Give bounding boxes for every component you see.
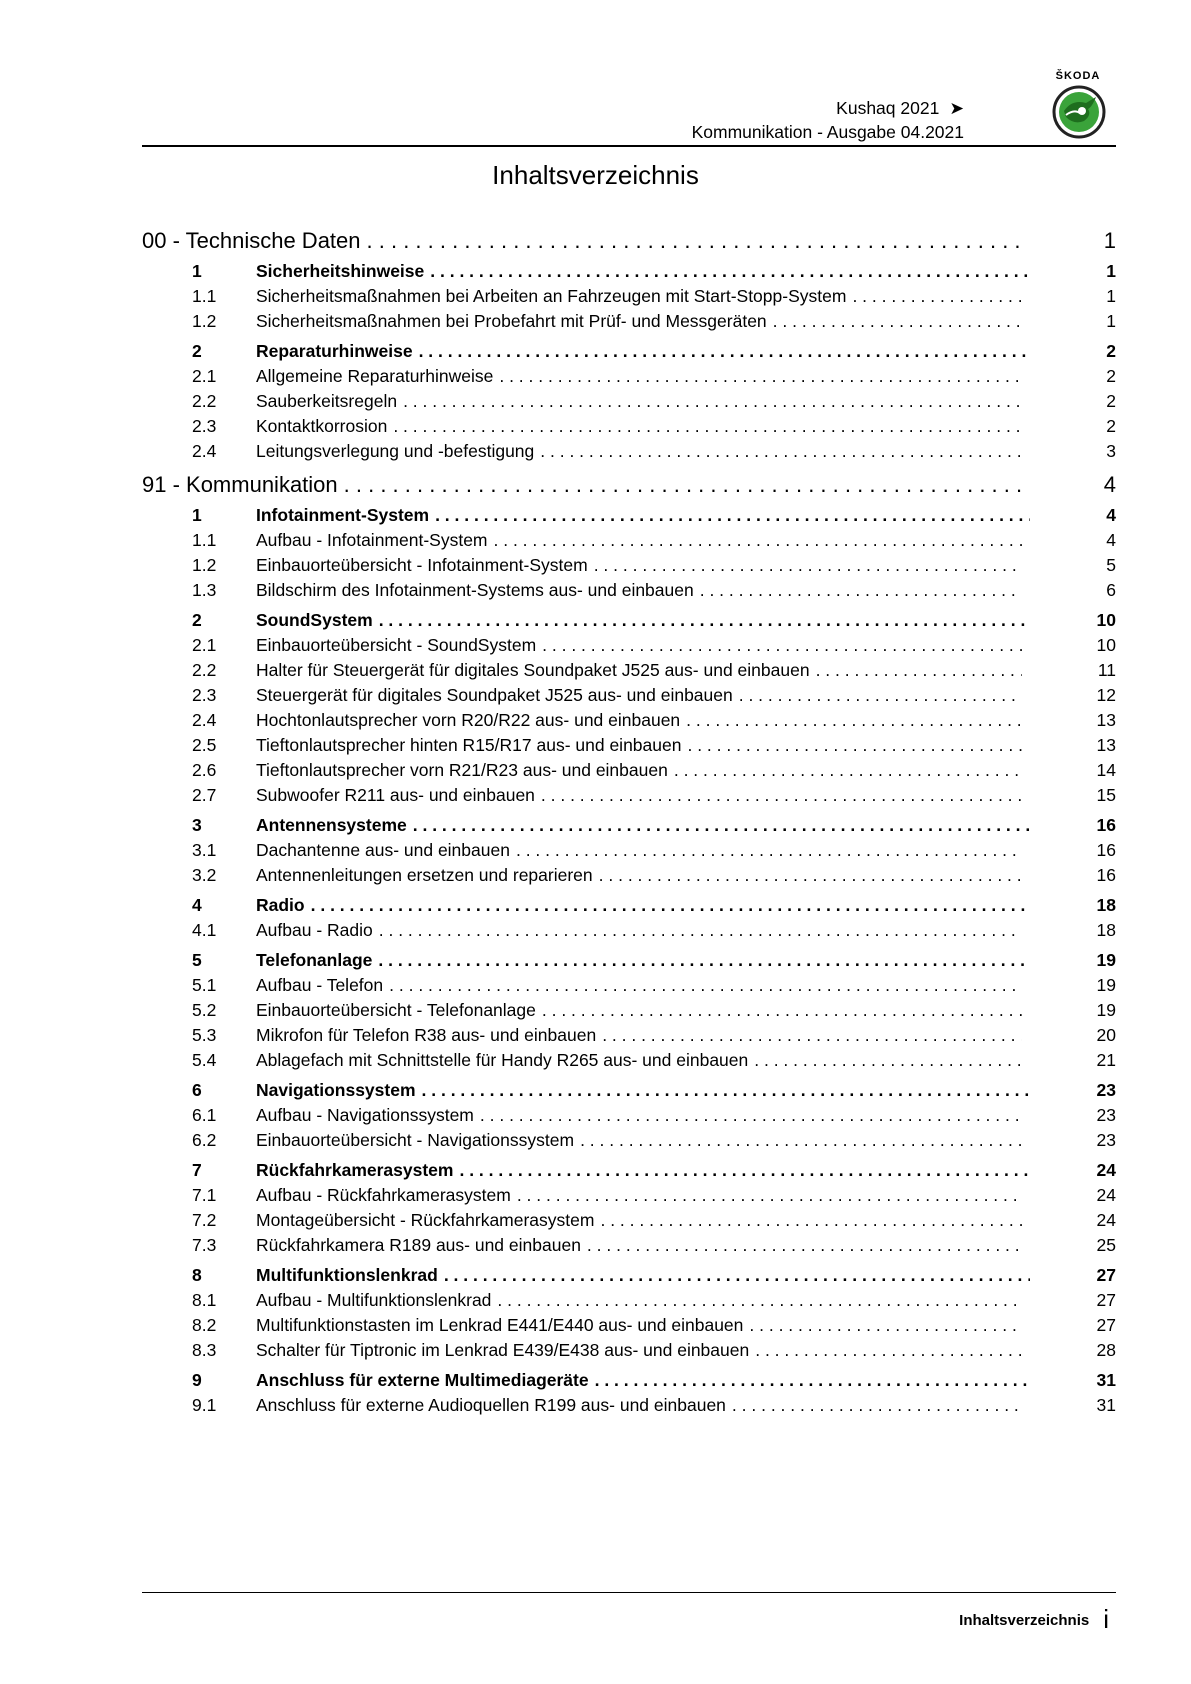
toc-leader-dots: [367, 228, 1026, 254]
toc-section[interactable]: [142, 1290, 1116, 1315]
toc-page-number: 23: [1096, 1130, 1116, 1150]
toc-section-number: 7.3: [192, 1235, 217, 1255]
toc-leader-dots: [459, 1160, 1030, 1181]
toc-page-number: 31: [1096, 1370, 1116, 1390]
toc-leader-dots: [413, 815, 1030, 836]
toc-section-number: 5.4: [192, 1050, 217, 1070]
toc-leader-dots: [602, 1025, 1022, 1046]
toc-leader-dots: [755, 1340, 1022, 1361]
toc-chapter[interactable]: [142, 1080, 1116, 1105]
toc-leader-dots: [435, 505, 1030, 526]
toc-section-number: 2.3: [192, 416, 217, 436]
toc-page-number: 3: [1106, 441, 1116, 461]
toc-leader-dots: [378, 950, 1030, 971]
toc-section[interactable]: [142, 530, 1116, 555]
toc-section-title: Aufbau - Radio: [256, 920, 379, 941]
toc-section-number: 1.3: [192, 580, 217, 600]
toc-section-title: Bildschirm des Infotainment-Systems aus- und einbauen: [256, 580, 700, 601]
toc-leader-dots: [540, 441, 1022, 462]
toc-section[interactable]: [142, 735, 1116, 760]
toc-page-number: 23: [1096, 1105, 1116, 1125]
toc-chapter-number: 8: [192, 1265, 202, 1285]
toc-page-number: 1: [1106, 261, 1116, 281]
toc-chapter-number: 6: [192, 1080, 202, 1100]
toc-leader-dots: [517, 1185, 1022, 1206]
toc-part-title: 00 - Technische Daten: [142, 228, 367, 254]
toc-section[interactable]: [142, 785, 1116, 810]
toc-page-number: 2: [1106, 366, 1116, 386]
toc-section-number: 5.3: [192, 1025, 217, 1045]
toc-section[interactable]: [142, 1130, 1116, 1155]
toc-section[interactable]: [142, 286, 1116, 311]
toc-chapter[interactable]: [142, 1160, 1116, 1185]
toc-section-title: Allgemeine Reparaturhinweise: [256, 366, 499, 387]
toc-page-number: 31: [1096, 1395, 1116, 1415]
toc-section-title: Schalter für Tiptronic im Lenkrad E439/E438 aus- und einbauen: [256, 1340, 755, 1361]
toc-section-title: Aufbau - Infotainment-System: [256, 530, 494, 551]
toc-section[interactable]: [142, 1395, 1116, 1420]
toc-section[interactable]: [142, 311, 1116, 336]
toc-page-number: 2: [1106, 341, 1116, 361]
toc-section-title: Sauberkeitsregeln: [256, 391, 403, 412]
toc-section-number: 2.4: [192, 441, 217, 461]
toc-section-number: 2.2: [192, 660, 217, 680]
toc-page-number: 5: [1106, 555, 1116, 575]
toc-section[interactable]: [142, 1050, 1116, 1075]
toc-page-number: 18: [1096, 895, 1116, 915]
toc-section-number: 7.2: [192, 1210, 217, 1230]
toc-section-number: 1.1: [192, 530, 217, 550]
toc-page-number: 19: [1096, 1000, 1116, 1020]
toc-section-title: Sicherheitsmaßnahmen bei Probefahrt mit Prüf- und Messgeräten: [256, 311, 773, 332]
toc-section-title: Tieftonlautsprecher vorn R21/R23 aus- und einbauen: [256, 760, 674, 781]
toc-part[interactable]: [142, 472, 1116, 505]
toc-part-title: 91 - Kommunikation: [142, 472, 344, 498]
toc-page-number: 24: [1096, 1185, 1116, 1205]
toc-section[interactable]: [142, 1025, 1116, 1050]
toc-leader-dots: [403, 391, 1022, 412]
toc-section-title: Ablagefach mit Schnittstelle für Handy R265 aus- und einbauen: [256, 1050, 754, 1071]
toc-page-number: 24: [1096, 1210, 1116, 1230]
toc-leader-dots: [444, 1265, 1030, 1286]
toc-section-number: 2.1: [192, 635, 217, 655]
toc-section-title: Anschluss für externe Audioquellen R199 aus- und einbauen: [256, 1395, 732, 1416]
toc-section[interactable]: [142, 840, 1116, 865]
toc-section-title: Einbauorteübersicht - Infotainment-System: [256, 555, 594, 576]
toc-section-title: Leitungsverlegung und -befestigung: [256, 441, 540, 462]
toc-chapter-title: Telefonanlage: [256, 950, 378, 971]
toc-section-title: Tieftonlautsprecher hinten R15/R17 aus- und einbauen: [256, 735, 687, 756]
toc-section-number: 2.1: [192, 366, 217, 386]
toc-chapter-number: 9: [192, 1370, 202, 1390]
toc-leader-dots: [852, 286, 1022, 307]
toc-chapter-title: Infotainment-System: [256, 505, 435, 526]
toc-page-number: 2: [1106, 391, 1116, 411]
toc-page-number: 4: [1106, 530, 1116, 550]
toc-section[interactable]: [142, 865, 1116, 890]
toc-leader-dots: [430, 261, 1030, 282]
toc-page-number: 28: [1096, 1340, 1116, 1360]
toc-chapter-title: Antennensysteme: [256, 815, 413, 836]
toc-chapter-number: 4: [192, 895, 202, 915]
toc-chapter-title: Rückfahrkamerasystem: [256, 1160, 459, 1181]
toc-page-number: 10: [1096, 635, 1116, 655]
toc-section[interactable]: [142, 660, 1116, 685]
toc-section-title: Einbauorteübersicht - Navigationssystem: [256, 1130, 580, 1151]
toc-page-number: 1: [1103, 228, 1116, 253]
toc-section-title: Dachantenne aus- und einbauen: [256, 840, 516, 861]
toc-leader-dots: [542, 635, 1022, 656]
toc-chapter[interactable]: [142, 950, 1116, 975]
toc-chapter-title: Radio: [256, 895, 311, 916]
toc-chapter[interactable]: [142, 815, 1116, 840]
footer-label: Inhaltsverzeichnis: [959, 1612, 1090, 1629]
toc-page-number: 13: [1096, 735, 1116, 755]
toc-section-title: Aufbau - Navigationssystem: [256, 1105, 480, 1126]
toc-section-number: 8.3: [192, 1340, 217, 1360]
toc-chapter-title: Sicherheitshinweise: [256, 261, 430, 282]
toc-section[interactable]: [142, 1235, 1116, 1260]
toc-chapter-number: 2: [192, 341, 202, 361]
toc-leader-dots: [595, 1370, 1030, 1391]
toc-chapter-title: Reparaturhinweise: [256, 341, 419, 362]
toc-section-number: 8.1: [192, 1290, 217, 1310]
toc-section-number: 6.2: [192, 1130, 217, 1150]
toc-section-number: 2.3: [192, 685, 217, 705]
toc-part[interactable]: [142, 228, 1116, 261]
toc-section-number: 3.1: [192, 840, 217, 860]
toc-page-number: 1: [1106, 286, 1116, 306]
toc-section-title: Einbauorteübersicht - Telefonanlage: [256, 1000, 542, 1021]
toc-section-title: Kontaktkorrosion: [256, 416, 393, 437]
header-rule: [142, 145, 1116, 147]
toc-section[interactable]: [142, 1105, 1116, 1130]
toc-leader-dots: [344, 472, 1026, 498]
toc-leader-dots: [754, 1050, 1022, 1071]
toc-page-number: 4: [1106, 505, 1116, 525]
toc-chapter[interactable]: [142, 610, 1116, 635]
toc-page-number: 21: [1096, 1050, 1116, 1070]
toc-chapter-title: Multifunktionslenkrad: [256, 1265, 444, 1286]
toc-chapter-title: Navigationssystem: [256, 1080, 422, 1101]
toc-section-title: Einbauorteübersicht - SoundSystem: [256, 635, 542, 656]
toc-leader-dots: [580, 1130, 1022, 1151]
toc-chapter[interactable]: [142, 895, 1116, 920]
toc-section[interactable]: [142, 635, 1116, 660]
toc-section-number: 2.4: [192, 710, 217, 730]
toc-leader-dots: [749, 1315, 1022, 1336]
toc-section-title: Aufbau - Multifunktionslenkrad: [256, 1290, 497, 1311]
toc-section[interactable]: [142, 1315, 1116, 1340]
toc-section[interactable]: [142, 555, 1116, 580]
toc-section-number: 2.7: [192, 785, 217, 805]
toc-page-number: 23: [1096, 1080, 1116, 1100]
toc-section[interactable]: [142, 1340, 1116, 1365]
toc-section-number: 4.1: [192, 920, 217, 940]
toc-chapter-number: 1: [192, 261, 202, 281]
toc-chapter[interactable]: [142, 505, 1116, 530]
toc-section-number: 8.2: [192, 1315, 217, 1335]
toc-leader-dots: [494, 530, 1023, 551]
toc-section-number: 7.1: [192, 1185, 217, 1205]
toc-chapter[interactable]: [142, 261, 1116, 286]
toc-leader-dots: [379, 610, 1030, 631]
toc-page-number: 6: [1106, 580, 1116, 600]
toc-page-number: 4: [1103, 472, 1116, 497]
toc-page-number: 27: [1096, 1265, 1116, 1285]
toc-leader-dots: [541, 785, 1022, 806]
toc-leader-dots: [816, 660, 1022, 681]
toc-chapter-number: 3: [192, 815, 202, 835]
toc-section-number: 1.2: [192, 311, 217, 331]
toc-leader-dots: [516, 840, 1022, 861]
toc-page-number: 16: [1096, 840, 1116, 860]
toc-section-title: Montageübersicht - Rückfahrkamerasystem: [256, 1210, 600, 1231]
toc-section-number: 1.1: [192, 286, 217, 306]
footer-page-number: i: [1103, 1604, 1109, 1634]
toc-page-number: 16: [1096, 815, 1116, 835]
toc-section-title: Antennenleitungen ersetzen und reparieren: [256, 865, 599, 886]
toc-chapter-title: SoundSystem: [256, 610, 379, 631]
toc-section-title: Mikrofon für Telefon R38 aus- und einbauen: [256, 1025, 602, 1046]
toc-leader-dots: [499, 366, 1022, 387]
toc-page-number: 16: [1096, 865, 1116, 885]
toc-section[interactable]: [142, 1185, 1116, 1210]
toc-section-number: 6.1: [192, 1105, 217, 1125]
toc-page-number: 12: [1096, 685, 1116, 705]
toc-section-title: Halter für Steuergerät für digitales Soundpaket J525 aus- und einbauen: [256, 660, 816, 681]
page-title: Inhaltsverzeichnis: [492, 160, 699, 190]
header-model: Kushaq 2021 ➤: [836, 98, 964, 118]
toc-leader-dots: [422, 1080, 1030, 1101]
toc-section[interactable]: [142, 1000, 1116, 1025]
toc-section[interactable]: [142, 391, 1116, 416]
header-edition: Kommunikation - Ausgabe 04.2021: [691, 122, 964, 142]
toc-leader-dots: [687, 735, 1022, 756]
toc-leader-dots: [419, 341, 1030, 362]
toc-chapter[interactable]: [142, 1265, 1116, 1290]
toc-section[interactable]: [142, 710, 1116, 735]
skoda-logo-icon: [1052, 85, 1106, 139]
toc-leader-dots: [594, 555, 1022, 576]
toc-section-number: 1.2: [192, 555, 217, 575]
toc-page-number: 2: [1106, 416, 1116, 436]
toc-page-number: 18: [1096, 920, 1116, 940]
toc-page-number: 15: [1096, 785, 1116, 805]
toc-page-number: 13: [1096, 710, 1116, 730]
toc-chapter-number: 2: [192, 610, 202, 630]
toc-page-number: 19: [1096, 975, 1116, 995]
toc-page-number: 19: [1096, 950, 1116, 970]
toc-page-number: 27: [1096, 1315, 1116, 1335]
toc-section-title: Aufbau - Rückfahrkamerasystem: [256, 1185, 517, 1206]
toc-chapter-number: 7: [192, 1160, 202, 1180]
toc-section-number: 5.1: [192, 975, 217, 995]
toc-page-number: 27: [1096, 1290, 1116, 1310]
toc-page-number: 1: [1106, 311, 1116, 331]
toc-leader-dots: [773, 311, 1022, 332]
arrow-right-icon: ➤: [949, 98, 964, 118]
toc-leader-dots: [686, 710, 1022, 731]
toc-leader-dots: [393, 416, 1022, 437]
toc-chapter-title: Anschluss für externe Multimediageräte: [256, 1370, 595, 1391]
toc-section[interactable]: [142, 416, 1116, 441]
table-of-contents: [142, 228, 1116, 1420]
toc-leader-dots: [389, 975, 1022, 996]
toc-leader-dots: [379, 920, 1022, 941]
brand-name: ŠKODA: [1055, 70, 1101, 82]
toc-section-number: 2.5: [192, 735, 217, 755]
toc-section-number: 3.2: [192, 865, 217, 885]
toc-section-title: Subwoofer R211 aus- und einbauen: [256, 785, 541, 806]
toc-section-title: Rückfahrkamera R189 aus- und einbauen: [256, 1235, 587, 1256]
toc-chapter[interactable]: [142, 341, 1116, 366]
toc-chapter-number: 1: [192, 505, 202, 525]
toc-section-title: Aufbau - Telefon: [256, 975, 389, 996]
footer: [959, 1604, 1109, 1635]
toc-leader-dots: [674, 760, 1022, 781]
toc-page-number: 25: [1096, 1235, 1116, 1255]
toc-leader-dots: [700, 580, 1022, 601]
toc-section[interactable]: [142, 975, 1116, 1000]
toc-page-number: 11: [1097, 660, 1116, 680]
toc-leader-dots: [497, 1290, 1022, 1311]
toc-section-title: Steuergerät für digitales Soundpaket J525 aus- und einbauen: [256, 685, 739, 706]
toc-section[interactable]: [142, 685, 1116, 710]
toc-chapter[interactable]: [142, 1370, 1116, 1395]
toc-leader-dots: [311, 895, 1030, 916]
toc-page-number: 20: [1096, 1025, 1116, 1045]
toc-section-number: 2.6: [192, 760, 217, 780]
toc-page-number: 14: [1096, 760, 1116, 780]
toc-section[interactable]: [142, 760, 1116, 785]
toc-leader-dots: [587, 1235, 1022, 1256]
toc-leader-dots: [542, 1000, 1022, 1021]
toc-section-title: Hochtonlautsprecher vorn R20/R22 aus- und einbauen: [256, 710, 686, 731]
toc-section-number: 9.1: [192, 1395, 217, 1415]
toc-section-number: 2.2: [192, 391, 217, 411]
toc-section[interactable]: [142, 366, 1116, 391]
toc-section[interactable]: [142, 580, 1116, 605]
toc-leader-dots: [480, 1105, 1022, 1126]
footer-rule: [142, 1592, 1116, 1593]
toc-page-number: 24: [1096, 1160, 1116, 1180]
toc-section-title: Multifunktionstasten im Lenkrad E441/E440 aus- und einbauen: [256, 1315, 749, 1336]
toc-section[interactable]: [142, 920, 1116, 945]
toc-section-number: 5.2: [192, 1000, 217, 1020]
toc-page-number: 10: [1096, 610, 1116, 630]
toc-leader-dots: [732, 1395, 1022, 1416]
toc-leader-dots: [599, 865, 1022, 886]
toc-section[interactable]: [142, 441, 1116, 466]
toc-section-title: Sicherheitsmaßnahmen bei Arbeiten an Fahrzeugen mit Start-Stopp-System: [256, 286, 852, 307]
toc-leader-dots: [600, 1210, 1022, 1231]
toc-section[interactable]: [142, 1210, 1116, 1235]
toc-chapter-number: 5: [192, 950, 202, 970]
toc-leader-dots: [739, 685, 1022, 706]
